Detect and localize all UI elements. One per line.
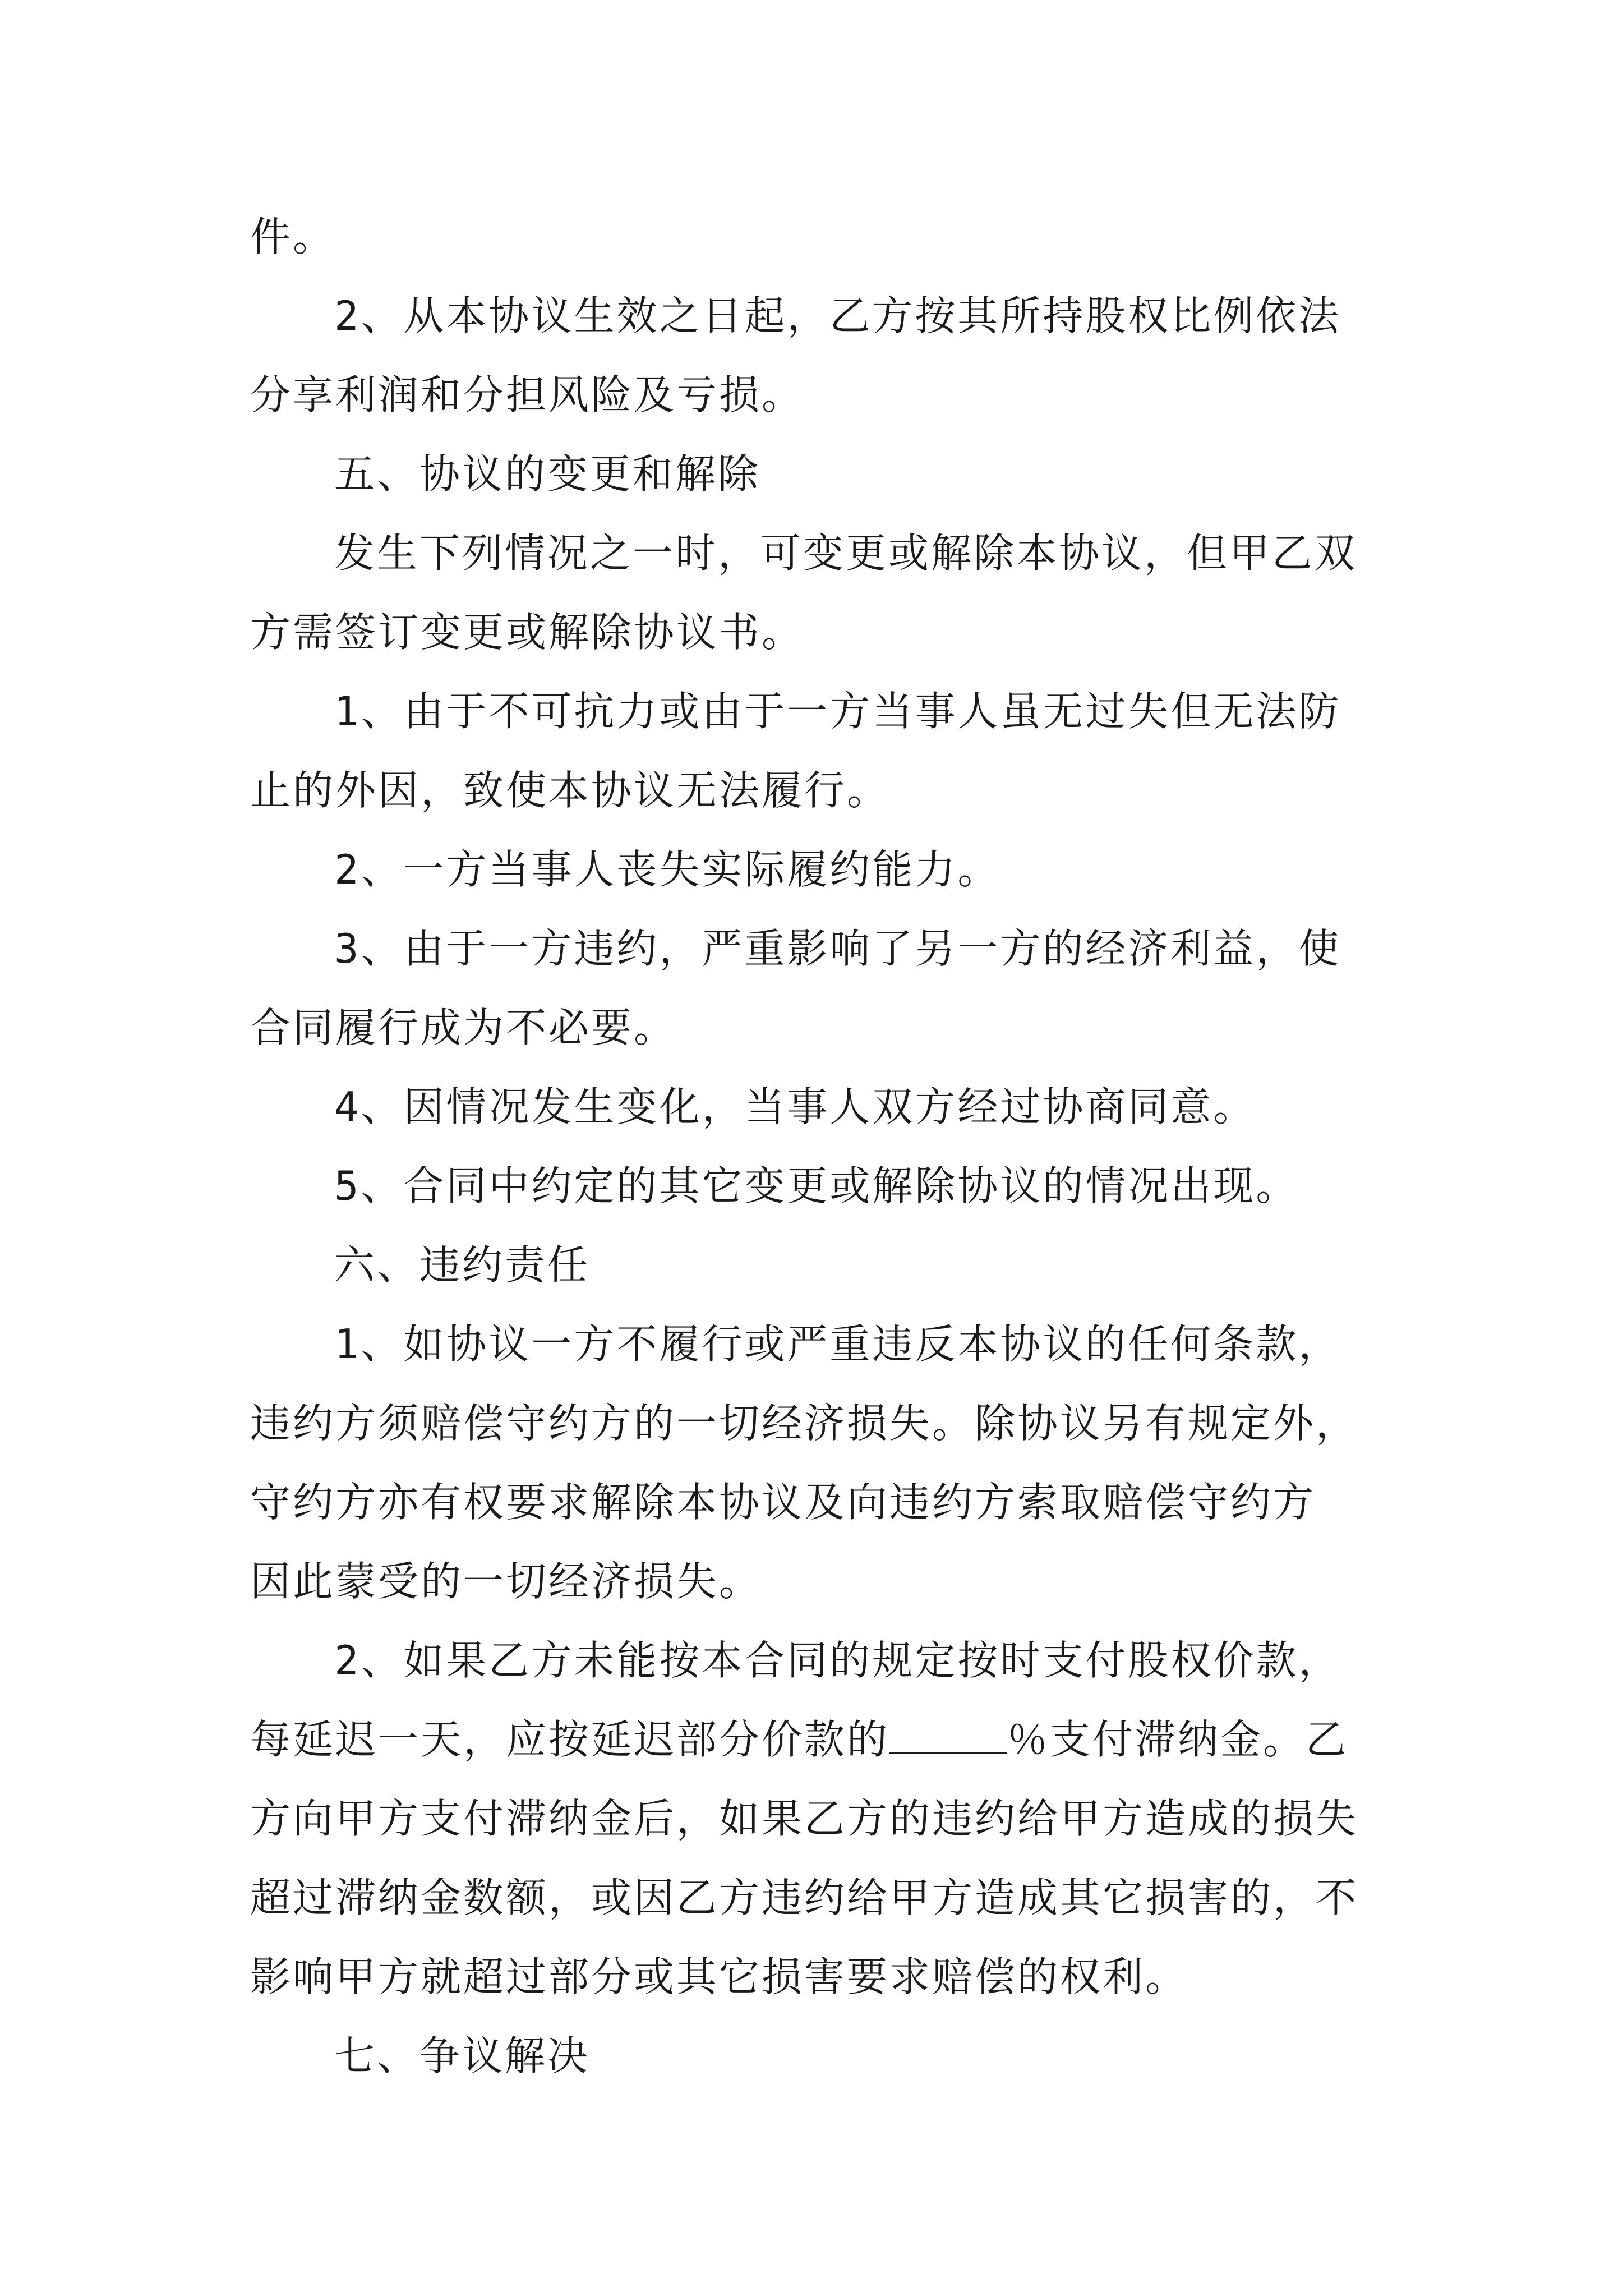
text-line: 1、由于不可抗力或由于一方当事人虽无过失但无法防 xyxy=(334,688,1341,735)
text-line: 守约方亦有权要求解除本协议及向违约方索取赔偿守约方 xyxy=(250,1479,1316,1526)
text-line: 违约方须赔偿守约方的一切经济损失。除协议另有规定外， xyxy=(250,1400,1359,1447)
section-heading: 六、违约责任 xyxy=(334,1241,591,1289)
fill-in-blank xyxy=(889,1718,1007,1754)
section-heading: 五、协议的变更和解除 xyxy=(334,450,761,498)
text-line: 影响甲方就超过部分或其它损害要求赔偿的权利。 xyxy=(250,1953,1188,2000)
text-line: 方向甲方支付滞纳金后，如果乙方的违约给甲方造成的损失 xyxy=(250,1795,1359,1842)
text-line: 因此蒙受的一切经济损失。 xyxy=(250,1558,762,1605)
text-line: 4、因情况发生变化，当事人双方经过协商同意。 xyxy=(334,1083,1256,1130)
text-segment: 每延迟一天，应按延迟部分价款的 xyxy=(250,1716,890,1763)
text-line: 1、如协议一方不履行或严重违反本协议的任何条款， xyxy=(334,1320,1341,1368)
text-segment: ％支付滞纳金。乙 xyxy=(1007,1716,1349,1763)
text-line-with-blank xyxy=(250,1711,1348,1768)
text-line: 3、由于一方违约，严重影响了另一方的经济利益，使 xyxy=(334,925,1341,972)
text-line: 分享利润和分担风险及亏损。 xyxy=(250,371,805,418)
text-line: 2、如果乙方未能按本合同的规定按时支付股权价款， xyxy=(334,1637,1341,1684)
section-heading: 七、争议解决 xyxy=(334,2032,591,2079)
text-line: 发生下列情况之一时，可变更或解除本协议，但甲乙双 xyxy=(334,530,1358,577)
text-line: 超过滞纳金数额，或因乙方违约给甲方造成其它损害的，不 xyxy=(250,1874,1359,1921)
text-line: 2、从本协议生效之日起，乙方按其所持股权比例依法 xyxy=(334,292,1341,339)
text-line: 方需签订变更或解除协议书。 xyxy=(250,609,805,656)
text-line: 合同履行成为不必要。 xyxy=(250,1004,677,1051)
text-line: 止的外因，致使本协议无法履行。 xyxy=(250,767,890,814)
text-line: 件。 xyxy=(250,213,336,260)
text-line: 5、合同中约定的其它变更或解除协议的情况出现。 xyxy=(334,1162,1299,1209)
text-line: 2、一方当事人丧失实际履约能力。 xyxy=(334,846,1000,893)
